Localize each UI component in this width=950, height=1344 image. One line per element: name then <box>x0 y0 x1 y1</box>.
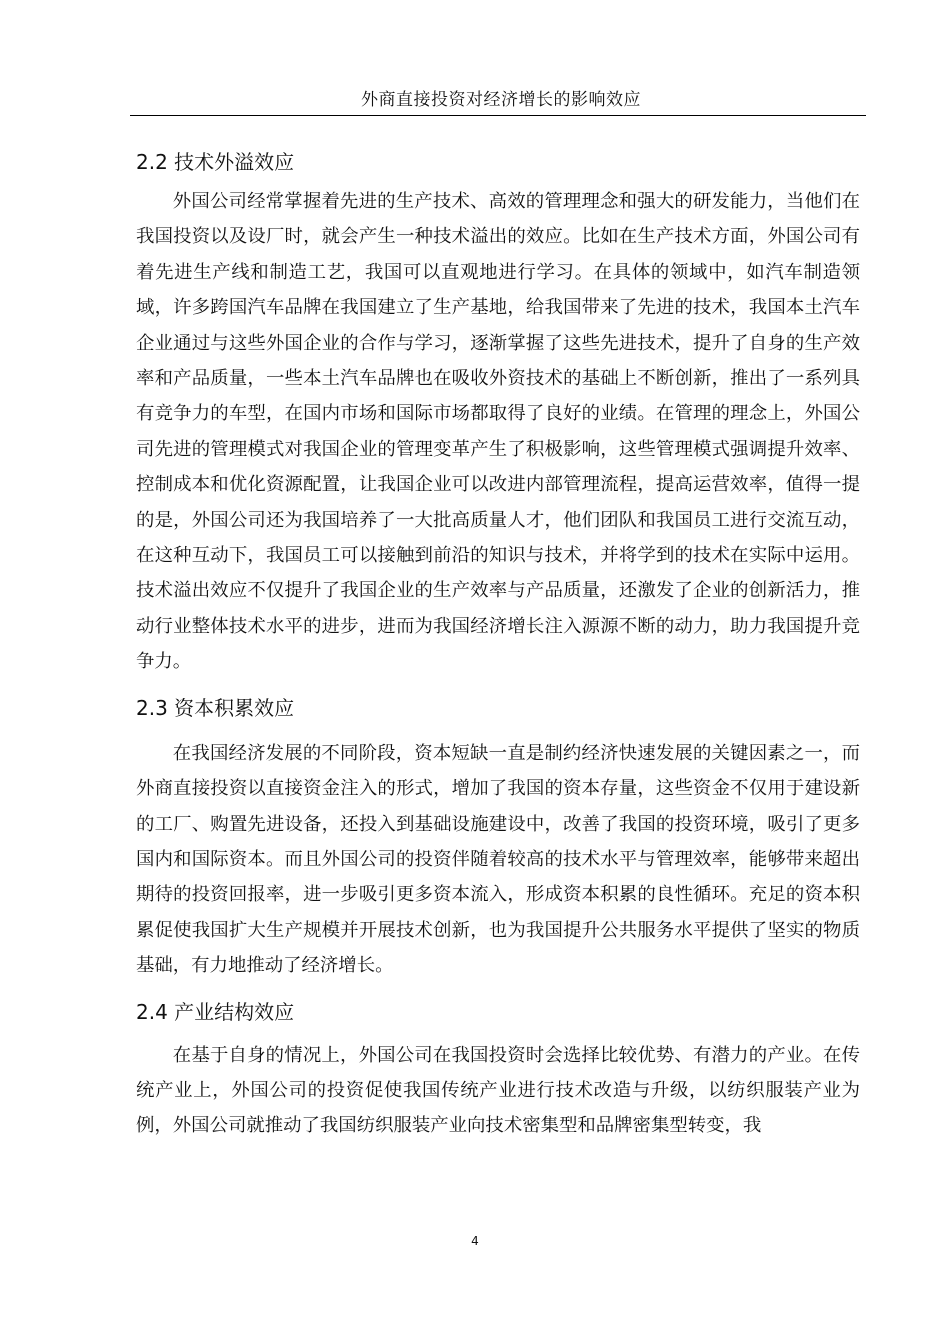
section-heading-2-4: 2.4 产业结构效应 <box>136 999 295 1024</box>
section-paragraph-2-4: 在基于自身的情况上，外国公司在我国投资时会选择比较优势、有潜力的产业。在传统产业上，外国公司的投资促使我国传统产业进行技术改造与升级，以纺织服装产业为例，外国公司就推动了我国纺织服装产业向技术密集型和品牌密集型转变，我 <box>136 1044 860 1137</box>
section-heading-2-2: 2.2 技术外溢效应 <box>136 150 295 174</box>
page-body <box>136 142 860 1144</box>
header-divider <box>130 115 866 116</box>
section-paragraph-2-3: 在我国经济发展的不同阶段，资本短缺一直是制约经济快速发展的关键因素之一，而外商直接投资以直接资金注入的形式，增加了我国的资本存量，这些资金不仅用于建设新的工厂、购置先进设备，还投入到基础设施建设中，改善了我国的投资环境，吸引了更多国内和国际资本。而且外国公司的投资伴随着较高的技术水平与管理效率，能够带来超出期待的投资回报率，进一步吸引更多资本流入，形成资本积累的良性循环。充足的资本积累促使我国扩大生产规模并开展技术创新，也为我国提升公共服务水平提供了坚实的物质基础，有力地推动了经济增长。 <box>136 742 860 977</box>
section-paragraph-2-2: 外国公司经常掌握着先进的生产技术、高效的管理理念和强大的研发能力，当他们在我国投资以及设厂时，就会产生一种技术溢出的效应。比如在生产技术方面，外国公司有着先进生产线和制造工艺，我国可以直观地进行学习。在具体的领域中，如汽车制造领域，许多跨国汽车品牌在我国建立了生产基地，给我国带来了先进的技术，我国本土汽车企业通过与这些外国企业的合作与学习，逐渐掌握了这些先进技术，提升了自身的生产效率和产品质量，一些本土汽车品牌也在吸收外资技术的基础上不断创新，推出了一系列具有竞争力的车型，在国内市场和国际市场都取得了良好的业绩。在管理的理念上，外国公司先进的管理模式对我国企业的管理变革产生了积极影响，这些管理模式强调提升效率、控制成本和优化资源配置，让我国企业可以改进内部管理流程，提高运营效率，值得一提的是，外国公司还为我国培养了一大批高质量人才，他们团队和我国员工进行交流互动，在这种互动下，我国员工可以接触到前沿的知识与技术，并将学到的技术在实际中运用。技术溢出效应不仅提升了我国企业的生产效率与产品质量，还激发了企业的创新活力，推动行业整体技术水平的进步，进而为我国经济增长注入源源不断的动力，助力我国提升竞争力。 <box>136 191 860 673</box>
running-header-title: 外商直接投资对经济增长的影响效应 <box>361 90 641 110</box>
page-number: 4 <box>471 1234 479 1248</box>
section-heading-2-3: 2.3 资本积累效应 <box>136 695 295 720</box>
